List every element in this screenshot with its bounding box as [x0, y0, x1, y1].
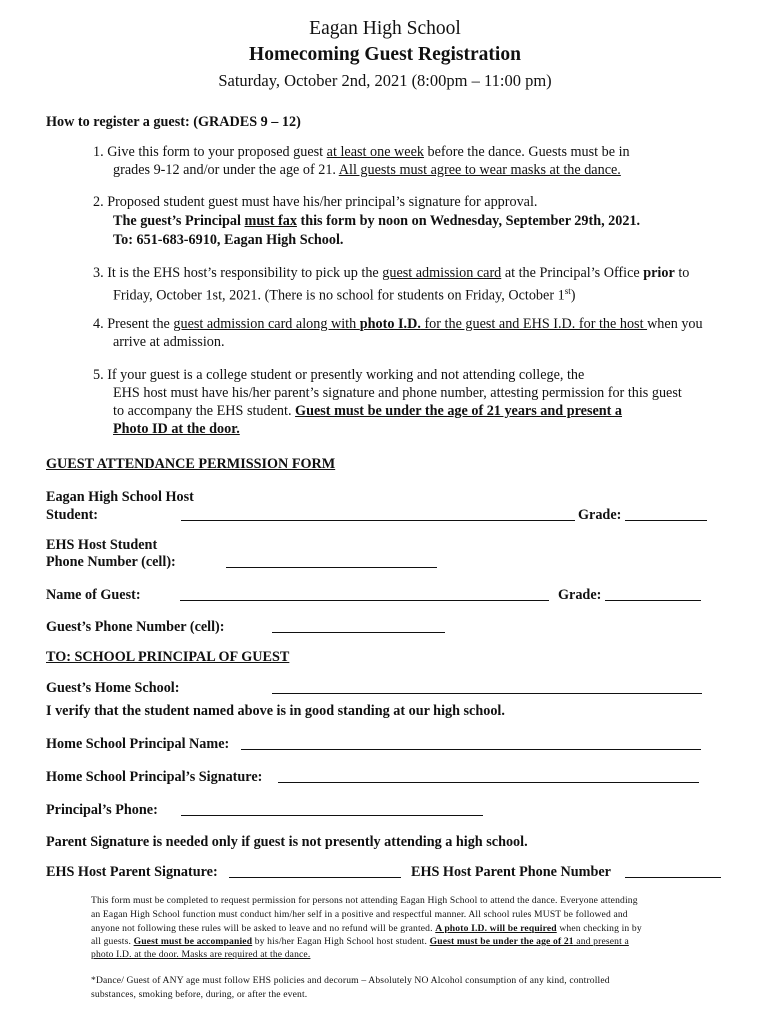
step-1-line-2: grades 9-12 and/or under the age of 21. All guests must agree to wear masks at the dance.	[113, 162, 621, 178]
host-phone-label-1: EHS Host Student	[46, 537, 158, 553]
form-heading: GUEST ATTENDANCE PERMISSION FORM	[46, 456, 336, 472]
guest-phone-field[interactable]	[272, 619, 445, 633]
principal-signature-label: Home School Principal’s Signature:	[46, 769, 263, 785]
home-school-field[interactable]	[272, 680, 702, 694]
parent-signature-note: Parent Signature is needed only if guest is not presently attending a high school.	[46, 834, 528, 850]
step-4-line-2: arrive at admission.	[113, 334, 225, 350]
footer-line-2: an Eagan High School function must conduct him/her self in a positive and respectful manner. All school rules MUST be followed and	[91, 909, 628, 920]
footer-line-1: This form must be completed to request permission for persons not attending Eagan High School to attend the dance. Everyone attending	[91, 895, 638, 906]
principal-name-label: Home School Principal Name:	[46, 736, 230, 752]
footer-policy-line-2: substances, smoking before, during, or after the event.	[91, 989, 308, 1000]
step-5-line-1: 5. If your guest is a college student or presently working and not attending college, the	[93, 367, 585, 383]
home-school-label: Guest’s Home School:	[46, 680, 180, 696]
host-grade-field[interactable]	[625, 507, 707, 521]
footer-line-5: photo I.D. at the door. Masks are required at the dance.	[91, 949, 311, 960]
guest-phone-label: Guest’s Phone Number (cell):	[46, 619, 225, 635]
principal-signature-field[interactable]	[278, 769, 699, 783]
school-name: Eagan High School	[309, 18, 461, 39]
page-title: Homecoming Guest Registration	[249, 44, 521, 65]
host-phone-field[interactable]	[226, 554, 437, 568]
guest-name-field[interactable]	[180, 587, 549, 601]
step-2-line-2: The guest’s Principal must fax this form by noon on Wednesday, September 29th, 2021.	[113, 213, 641, 229]
principal-name-field[interactable]	[241, 736, 701, 750]
step-5-line-2: EHS host must have his/her parent’s signature and phone number, attesting permission for this guest	[113, 385, 682, 401]
host-student-label-2: Student:	[46, 507, 99, 523]
parent-phone-label: EHS Host Parent Phone Number	[411, 864, 611, 880]
step-4-line-1: 4. Present the guest admission card along with photo I.D. for the guest and EHS I.D. for the host when you	[93, 316, 703, 332]
step-3-line-2: Friday, October 1st, 2021. (There is no school for students on Friday, October 1st)	[113, 286, 576, 304]
step-3-line-1: 3. It is the EHS host’s responsibility to pick up the guest admission card at the Principal’s Office prior to	[93, 265, 690, 281]
step-5-line-3: to accompany the EHS student. Guest must be under the age of 21 years and present a	[113, 403, 623, 419]
footer-line-4: all guests. Guest must be accompanied by his/her Eagan High School host student. Guest must be under the age of 21 and present a	[91, 936, 629, 947]
principal-phone-label: Principal’s Phone:	[46, 802, 158, 818]
footer-policy-line-1: *Dance/ Guest of ANY age must follow EHS policies and decorum – Absolutely NO Alcohol consumption of any kind, controlled	[91, 975, 610, 986]
host-student-label-1: Eagan High School Host	[46, 489, 194, 505]
parent-signature-field[interactable]	[229, 864, 401, 878]
step-5-line-4: Photo ID at the door.	[113, 421, 240, 437]
footer-line-3: anyone not following these rules will be asked to leave and no refund will be granted. A photo I.D. will be required when checking in by	[91, 923, 642, 934]
principal-phone-field[interactable]	[181, 802, 483, 816]
host-student-field[interactable]	[181, 507, 575, 521]
event-date-time: Saturday, October 2nd, 2021 (8:00pm – 11:00 pm)	[218, 71, 552, 90]
to-principal-heading: TO: SCHOOL PRINCIPAL OF GUEST	[46, 649, 290, 665]
step-2-fax-line: To: 651-683-6910, Eagan High School.	[113, 232, 344, 248]
howto-heading: How to register a guest: (GRADES 9 – 12)	[46, 114, 301, 130]
guest-grade-label: Grade:	[558, 587, 602, 603]
parent-phone-field[interactable]	[625, 864, 721, 878]
host-grade-label: Grade:	[578, 507, 622, 523]
step-2-line-1: 2. Proposed student guest must have his/her principal’s signature for approval.	[93, 194, 538, 210]
verify-statement: I verify that the student named above is in good standing at our high school.	[46, 703, 505, 719]
guest-grade-field[interactable]	[605, 587, 701, 601]
guest-name-label: Name of Guest:	[46, 587, 141, 603]
step-1-line-1: 1. Give this form to your proposed guest at least one week before the dance. Guests must be in	[93, 144, 630, 160]
host-phone-label-2: Phone Number (cell):	[46, 554, 176, 570]
parent-signature-label: EHS Host Parent Signature:	[46, 864, 218, 880]
